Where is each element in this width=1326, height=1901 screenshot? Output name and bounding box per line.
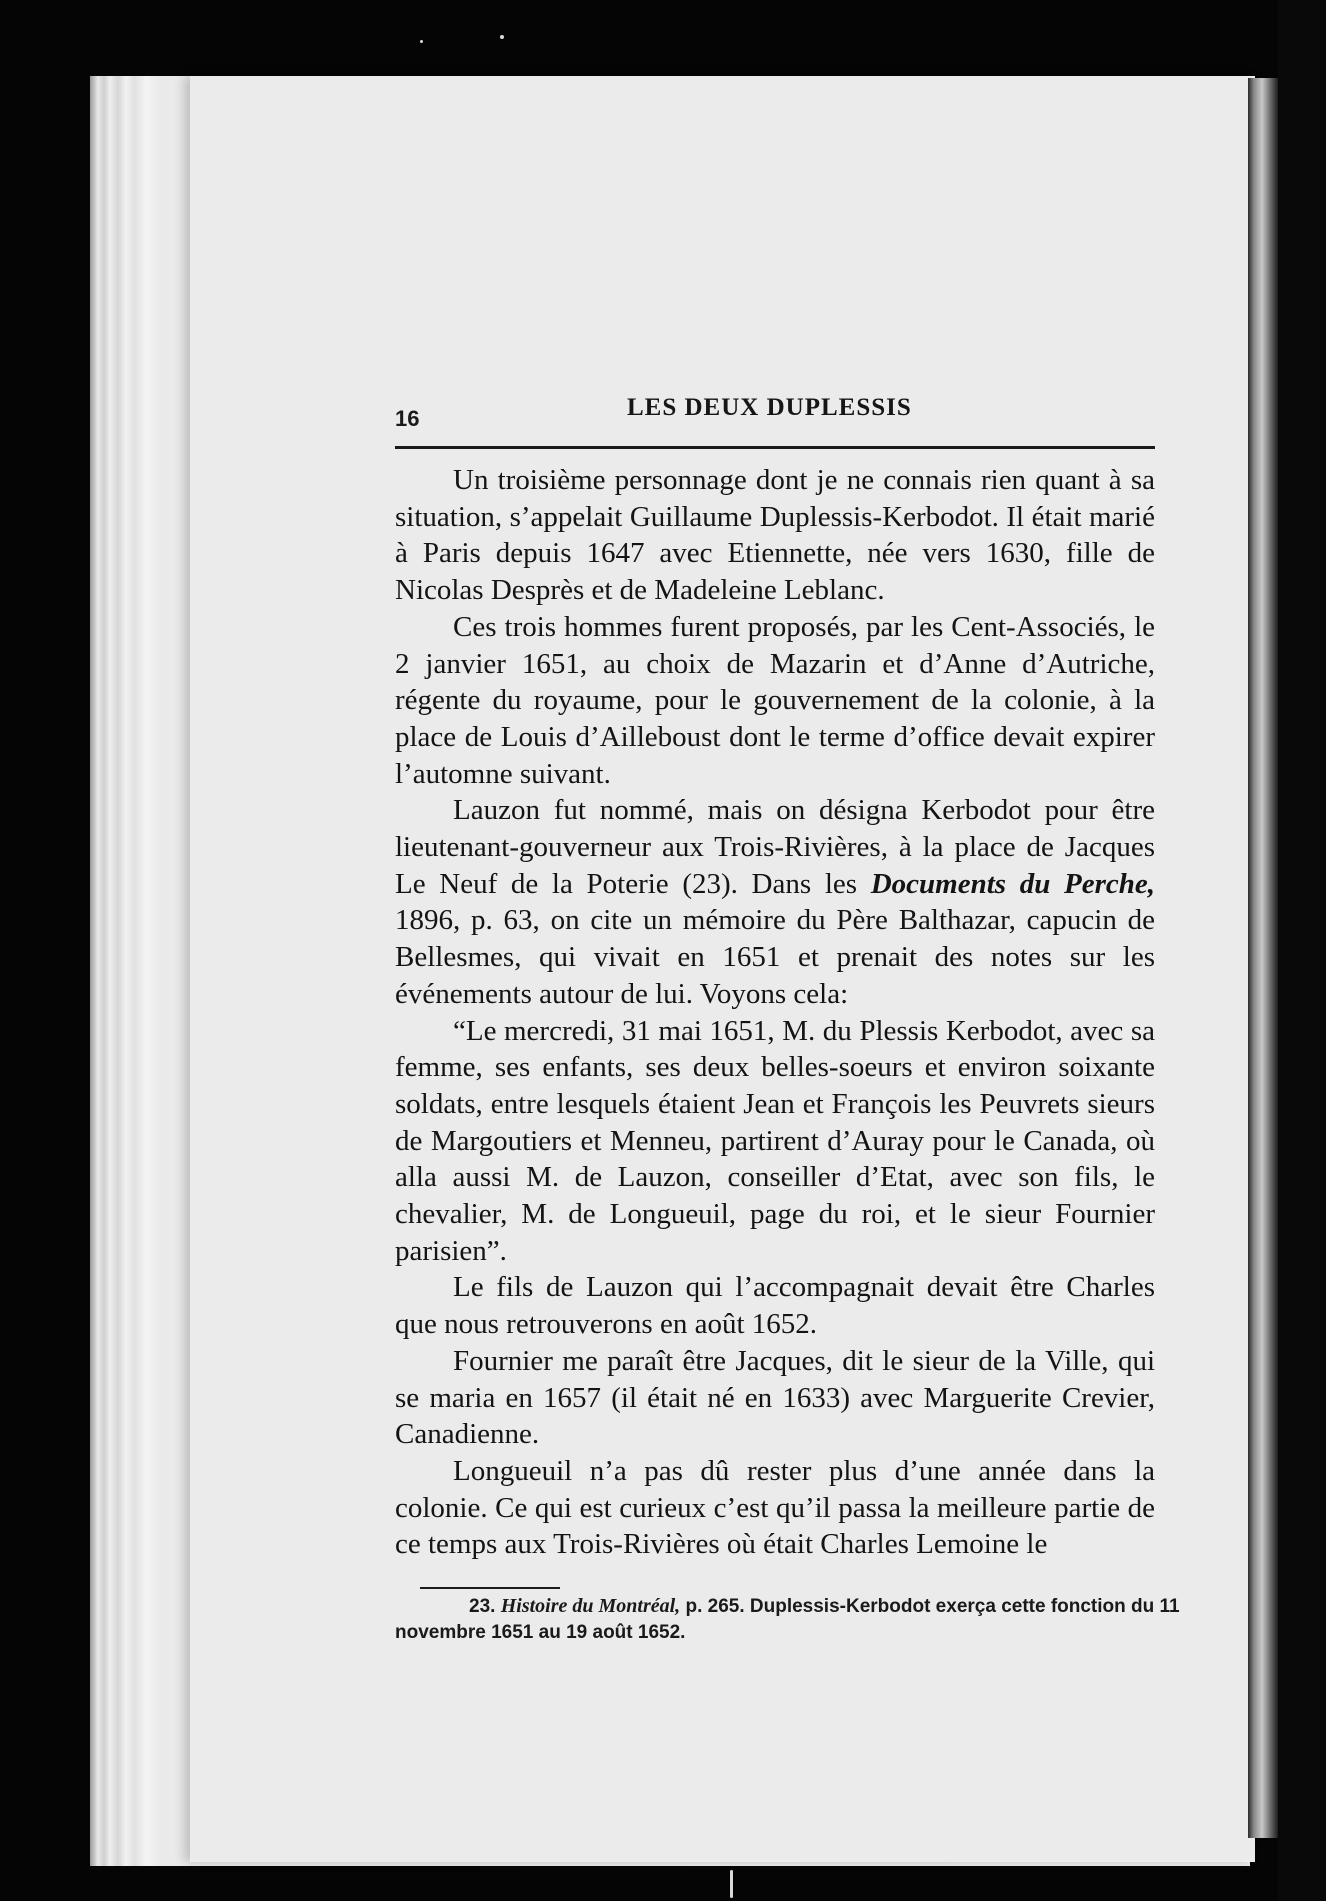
footnote-title: Histoire du Montréal, <box>500 1595 681 1617</box>
footnote-rule <box>420 1587 560 1589</box>
page-header <box>395 394 1155 434</box>
paragraph-text: 1896, p. 63, on cite un mémoire du Père Balthazar, capucin de Bellesmes, qui vivait en 1651 et prenait des notes sur les événements autour de lui. Voyons cela: <box>395 904 1155 1010</box>
footnote <box>395 1593 1185 1646</box>
footnote-number: 23. <box>469 1596 496 1617</box>
quotation: “Le mercredi, 31 mai 1651, M. du Plessis Kerbodot, avec sa femme, ses enfants, ses deux belles-soeurs et environ soixante soldats, entre lesquels étaient Jean et François les Peuvrets sieurs de Margoutiers et Menneu, partirent d’Auray pour le Canada, où alla aussi M. de Lauzon, conseiller d’Etat, avec son fils, le chevalier, M. de Longueuil, page du roi, et le sieur Fournier parisien”. <box>395 1014 1155 1267</box>
paragraph: Ces trois hommes furent proposés, par les Cent-Associés, le 2 janvier 1651, au choix de Mazarin et d’Anne d’Autriche, régente du royaume, pour le gouvernement de la colonie, à la place de Louis d’Ailleboust dont le terme d’office devait expirer l’automne suivant. <box>395 610 1155 790</box>
footnote-text: p. 265. Duplessis-Kerbodot exerça cette fonction du 11 novembre 1651 au 19 août 1652. <box>395 1596 1180 1643</box>
page-fold-edge <box>1248 78 1278 1838</box>
body-text <box>395 462 1155 1563</box>
scan-speck <box>500 35 504 39</box>
paragraph <box>395 792 1155 1012</box>
paragraph: Longueuil n’a pas dû rester plus d’une année dans la colonie. Ce qui est curieux c’est qu’il passa la meilleure partie de ce temps aux Trois-Rivières où était Charles Lemoine le <box>395 1454 1155 1561</box>
italic-title: Documents du Perche, <box>870 867 1155 900</box>
running-title: LES DEUX DUPLESSIS <box>627 394 912 421</box>
page-number: 16 <box>395 406 420 431</box>
paragraph-text: Lauzon fut nommé, mais on désigna Kerbodot pour être lieutenant-gouverneur aux Trois-Rivières, à la place de Jacques Le Neuf de la Poterie (23). Dans les <box>395 794 1155 900</box>
paragraph: Le fils de Lauzon qui l’accompagnait devait être Charles que nous retrouverons en août 1652. <box>395 1271 1155 1341</box>
paragraph: Fournier me paraît être Jacques, dit le sieur de la Ville, qui se maria en 1657 (il était né en 1633) avec Marguerite Crevier, Canadienne. <box>395 1344 1155 1451</box>
scan-speck <box>420 40 423 43</box>
scan-border <box>1278 0 1326 1901</box>
header-rule <box>395 446 1155 449</box>
scan-speck <box>730 1870 733 1898</box>
paragraph: Un troisième personnage dont je ne connais rien quant à sa situation, s’appelait Guillaume Duplessis-Kerbodot. Il était marié à Paris depuis 1647 avec Etiennette, née vers 1630, fille de Nicolas Desprès et de Madeleine Leblanc. <box>395 464 1155 607</box>
